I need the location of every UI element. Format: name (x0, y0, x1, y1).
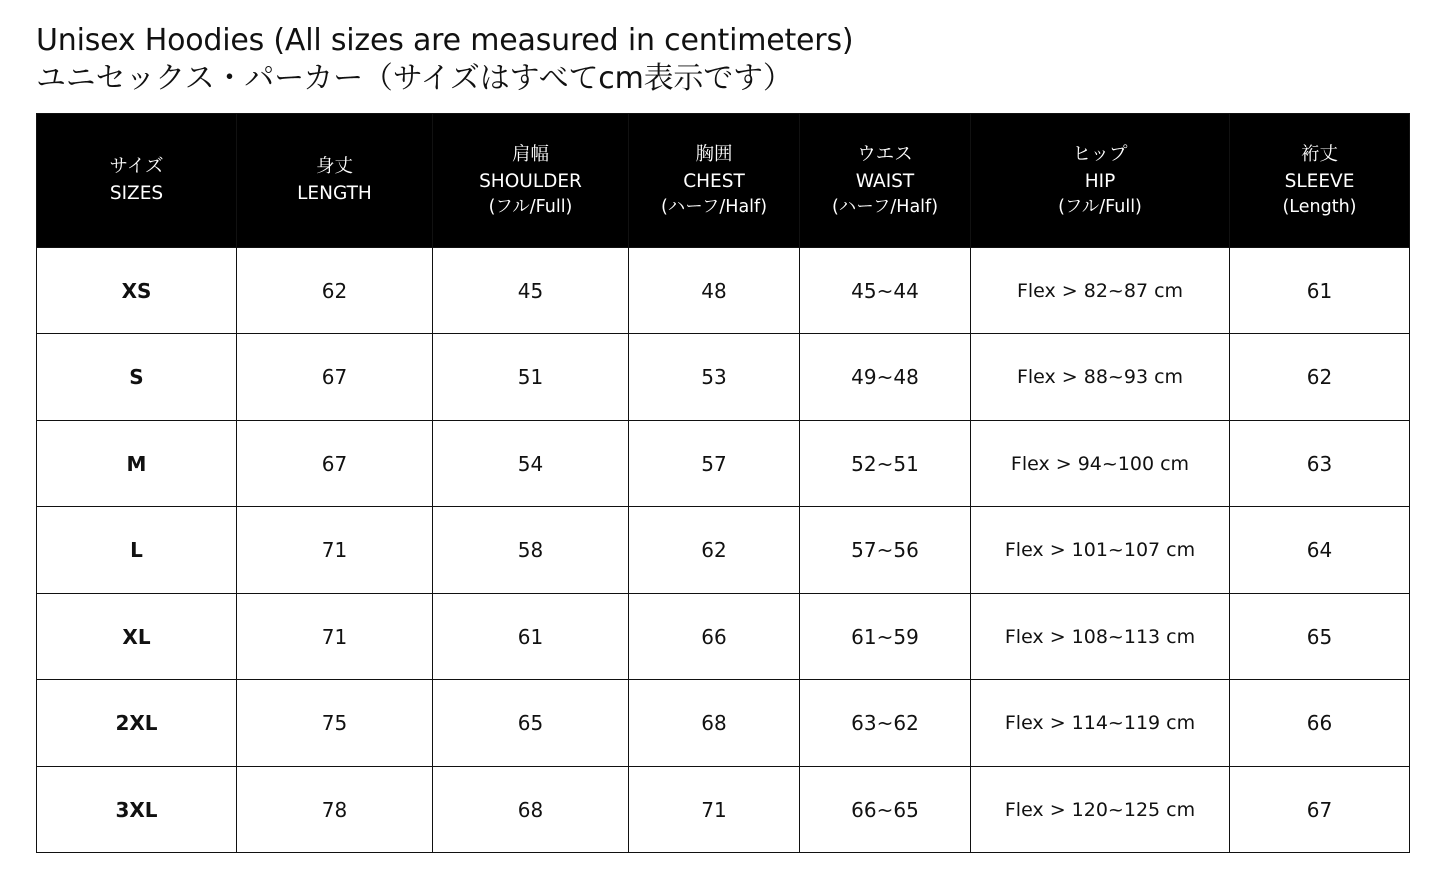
cell-hip: Flex > 114~119 cm (971, 680, 1230, 767)
column-header-sizes-jp: サイズ (109, 156, 164, 178)
column-header-sizes-en: SIZES (109, 183, 164, 205)
cell-size: 2XL (37, 680, 237, 767)
cell-chest: 62 (629, 507, 800, 594)
cell-sleeve: 64 (1230, 507, 1410, 594)
table-body (37, 247, 1410, 853)
cell-size: XS (37, 247, 237, 334)
cell-waist: 49~48 (800, 334, 971, 421)
cell-shoulder: 58 (433, 507, 629, 594)
cell-waist: 61~59 (800, 593, 971, 680)
table-row (37, 507, 1410, 594)
cell-waist: 66~65 (800, 766, 971, 853)
cell-hip: Flex > 120~125 cm (971, 766, 1230, 853)
column-header-sleeve-en: SLEEVE (1284, 170, 1355, 192)
column-header-chest (629, 113, 800, 247)
cell-size: M (37, 420, 237, 507)
cell-hip: Flex > 108~113 cm (971, 593, 1230, 680)
cell-shoulder: 68 (433, 766, 629, 853)
page-title (36, 22, 1409, 99)
column-header-hip-jp: ヒップ (1072, 143, 1128, 165)
cell-sleeve: 65 (1230, 593, 1410, 680)
column-header-chest-sub: (ハーフ/Half) (660, 196, 768, 217)
column-header-hip-en: HIP (1084, 170, 1116, 192)
cell-chest: 48 (629, 247, 800, 334)
table-row (37, 247, 1410, 334)
column-header-sleeve-jp: 裄丈 (1300, 143, 1338, 165)
cell-size: 3XL (37, 766, 237, 853)
table-row (37, 680, 1410, 767)
column-header-shoulder-jp: 肩幅 (511, 143, 549, 165)
cell-hip: Flex > 101~107 cm (971, 507, 1230, 594)
cell-shoulder: 45 (433, 247, 629, 334)
cell-chest: 71 (629, 766, 800, 853)
cell-sleeve: 62 (1230, 334, 1410, 421)
cell-sleeve: 66 (1230, 680, 1410, 767)
column-header-waist-jp: ウエス (857, 143, 913, 165)
cell-size: S (37, 334, 237, 421)
cell-waist: 63~62 (800, 680, 971, 767)
column-header-length (237, 113, 433, 247)
cell-hip: Flex > 88~93 cm (971, 334, 1230, 421)
table-row (37, 334, 1410, 421)
cell-length: 78 (237, 766, 433, 853)
cell-waist: 45~44 (800, 247, 971, 334)
column-header-chest-en: CHEST (683, 170, 745, 192)
cell-size: L (37, 507, 237, 594)
table-row (37, 593, 1410, 680)
cell-length: 67 (237, 334, 433, 421)
cell-length: 75 (237, 680, 433, 767)
cell-chest: 53 (629, 334, 800, 421)
cell-chest: 66 (629, 593, 800, 680)
cell-sleeve: 63 (1230, 420, 1410, 507)
cell-hip: Flex > 94~100 cm (971, 420, 1230, 507)
column-header-hip-sub: (フル/Full) (1058, 196, 1142, 217)
cell-sleeve: 67 (1230, 766, 1410, 853)
column-header-sleeve (1230, 113, 1410, 247)
column-header-waist-sub: (ハーフ/Half) (831, 196, 939, 217)
cell-chest: 68 (629, 680, 800, 767)
column-header-shoulder-en: SHOULDER (479, 170, 582, 192)
cell-shoulder: 54 (433, 420, 629, 507)
cell-sleeve: 61 (1230, 247, 1410, 334)
column-header-chest-jp: 胸囲 (695, 143, 733, 165)
size-chart-table (36, 113, 1410, 854)
table-header (37, 113, 1410, 247)
cell-size: XL (37, 593, 237, 680)
page-title-japanese: ユニセックス・パーカー（サイズはすべてcm表示です） (36, 61, 793, 97)
cell-waist: 57~56 (800, 507, 971, 594)
table-header-row (37, 113, 1410, 247)
cell-chest: 57 (629, 420, 800, 507)
column-header-length-jp: 身丈 (315, 156, 353, 178)
cell-shoulder: 61 (433, 593, 629, 680)
column-header-waist-en: WAIST (855, 170, 915, 192)
column-header-shoulder (433, 113, 629, 247)
cell-length: 62 (237, 247, 433, 334)
cell-shoulder: 51 (433, 334, 629, 421)
cell-length: 71 (237, 507, 433, 594)
cell-shoulder: 65 (433, 680, 629, 767)
column-header-sizes (37, 113, 237, 247)
column-header-sleeve-sub: (Length) (1282, 196, 1357, 217)
column-header-shoulder-sub: (フル/Full) (488, 196, 573, 217)
column-header-waist (800, 113, 971, 247)
cell-length: 67 (237, 420, 433, 507)
cell-length: 71 (237, 593, 433, 680)
table-row (37, 766, 1410, 853)
cell-hip: Flex > 82~87 cm (971, 247, 1230, 334)
table-row (37, 420, 1410, 507)
column-header-hip (971, 113, 1230, 247)
page-title-english: Unisex Hoodies (All sizes are measured in centimeters) (36, 23, 854, 58)
column-header-length-en: LENGTH (297, 183, 372, 205)
cell-waist: 52~51 (800, 420, 971, 507)
